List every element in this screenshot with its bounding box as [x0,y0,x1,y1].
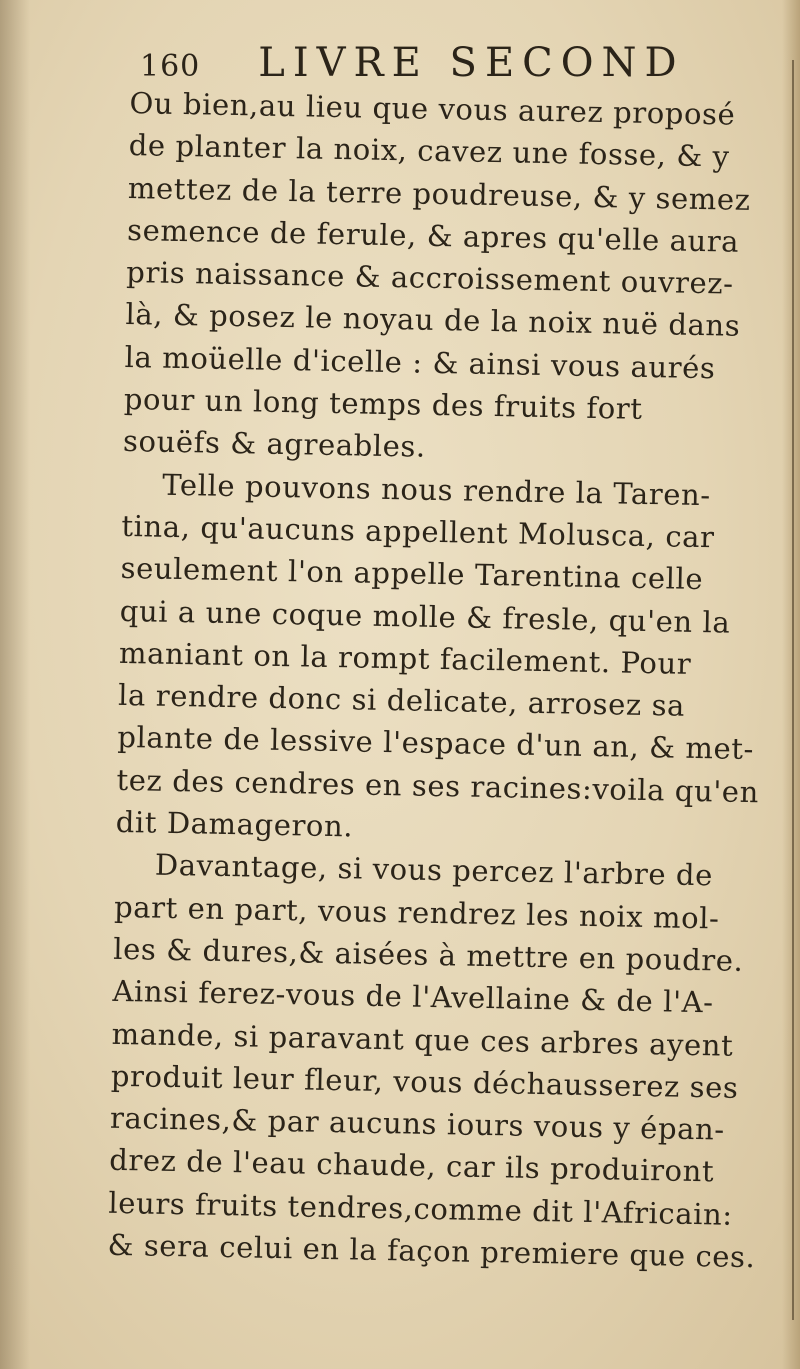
text-line: semence de ferule, & apres qu'elle aura [126,212,740,259]
text-line: dit Damageron. [115,804,354,844]
text-line: tina, qu'aucuns appellent Molusca, car [121,508,715,555]
text-line: les & dures,& aisées à mettre en poudre. [113,931,744,978]
text-line: produit leur fleur, vous déchausserez ses [110,1058,739,1105]
body-text [107,82,770,1278]
text-line: la rendre donc si delicate, arrosez sa [117,678,686,723]
text-line: pris naissance & accroissement ouvrez- [126,255,734,301]
running-head [140,40,700,90]
text-line: racines,& par aucuns iours vous y épan- [109,1100,726,1147]
text-line: la moüelle d'icelle : & ainsi vous aurés [124,339,716,386]
paragraph-start-line: Davantage, si vous percez l'arbre de [154,847,714,893]
text-line: là, & posez le noyau de la noix nuë dans [125,297,741,344]
text-line: qui a une coque molle & fresle, qu'en la [119,593,731,640]
text-line: mande, si paravant que ces arbres ayent [111,1016,734,1063]
page-edge [782,0,800,1369]
text-line: maniant on la rompt facilement. Pour [118,635,692,681]
text-line: leurs fruits tendres,comme dit l'Africain: [108,1185,734,1232]
text-line: Ainsi ferez-vous de l'Avellaine & de l'A- [112,974,714,1020]
text-line: Ou bien,au lieu que vous aurez proposé [129,85,736,132]
text-line: de planter la noix, cavez une fosse, & y [128,128,730,174]
paragraph-start-line: Telle pouvons nous rendre la Taren- [161,467,712,512]
text-line: plante de lessive l'espace d'un an, & met- [117,720,755,767]
text-line: & sera celui en la façon premiere que ces. [107,1227,756,1275]
text-line: souëfs & agreables. [122,424,427,465]
page-number: 160 [140,49,201,84]
text-line: seulement l'on appelle Tarentina celle [120,551,704,597]
text-line: pour un long temps des fruits fort [123,382,643,426]
running-title: LIVRE SECOND [258,40,685,86]
text-line: part en part, vous rendrez les noix mol- [113,889,720,936]
page-edge-line [792,60,794,1320]
gutter-shadow [0,0,30,1369]
text-line: drez de l'eau chaude, car ils produiront [108,1143,715,1189]
text-line: tez des cendres en ses racines:voila qu'en [116,762,760,809]
text-line: mettez de la terre poudreuse, & y semez [127,170,751,217]
